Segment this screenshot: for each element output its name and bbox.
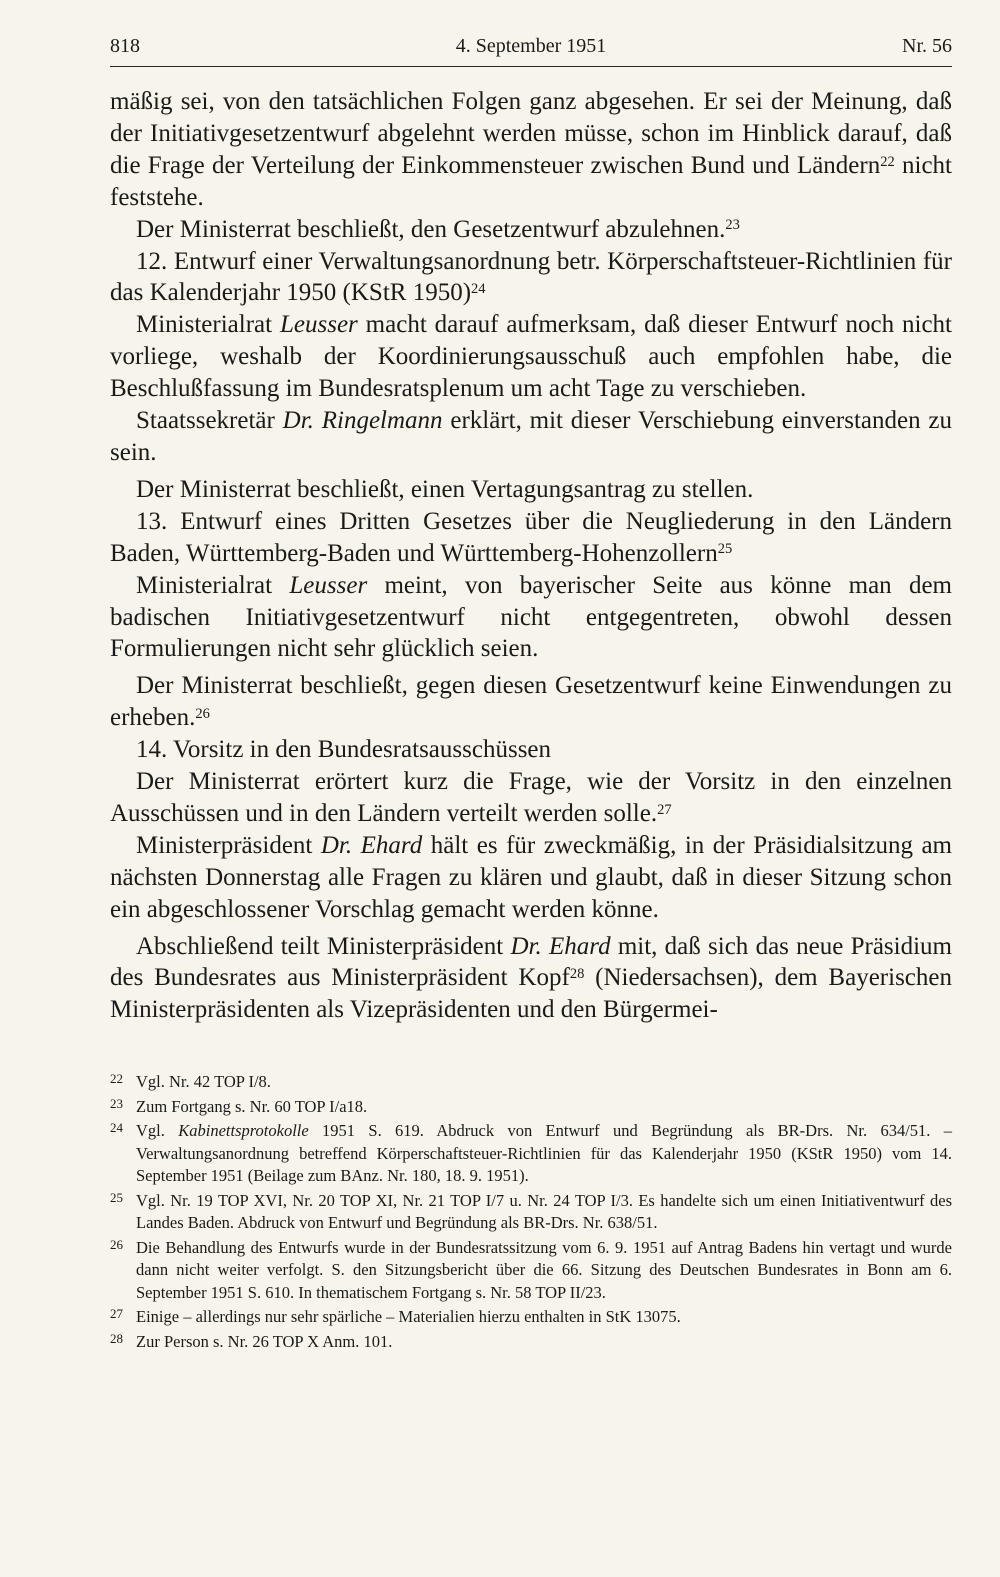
agenda-item-heading: 14. Vorsitz in den Bundesratsausschüssen [136,736,552,764]
footnote-ref: 25 [717,541,733,558]
footnote-number: 24 [110,1120,123,1135]
agenda-item-heading: 13. Entwurf eines Dritten Gesetzes über die Neugliederung in den Ländern Baden, Württemberg-Baden und Württemberg-Hohenzollern$^{25}$ [110,507,952,567]
footnote-ref: 22 [880,153,895,170]
footnote-number: 28 [110,1330,123,1346]
person-name: Dr. Ehard [320,831,423,859]
running-header [110,30,952,67]
person-name: Dr. Ehard [510,932,611,960]
footnote: 27 Einige – allerdings nur sehr spärliche – Materialien hierzu enthalten in StK 13075. [110,1306,681,1326]
paragraph: Ministerpräsident Dr. Ehard hält es für zweckmäßig, in der Präsidialsitzung am nächsten Donnerstag alle Fragen zu klären und glaubt, daß in dieser Sitzung schon ein abgeschlossener Vorschlag gemacht werden könne. [110,831,952,923]
footnote: 24 Vgl. Kabinettsprotokolle 1951 S. 619. Abdruck von Entwurf und Begründung als BR-Drs. Nr. 634/51. – Verwaltungsanordnung betreffend Körperschaftsteuer-Richtlinien für das Kalenderjahr 1950 (KStR 1950) vom 14. September 1951 (Beilage zum BAnz. Nr. 180, 18. 9. 1951). [110,1120,952,1185]
header-issue: Nr. 56 [902,35,952,57]
paragraph: Der Ministerrat beschließt, den Gesetzentwurf abzulehnen.$^{23}$ [136,215,740,243]
paragraph: Der Ministerrat erörtert kurz die Frage, wie der Vorsitz in den einzelnen Ausschüssen und in den Ländern verteilt werden solle.$^{27}$ [110,768,952,827]
footnote-ref: 27 [657,801,672,818]
footnote-number: 26 [110,1236,123,1252]
paragraph: Ministerialrat Leusser meint, von bayerischer Seite aus könne man dem badischen Initiativgesetzentwurf nicht entgegentreten, obwohl dessen Formulierungen nicht sehr glücklich seien. [110,571,953,663]
header-date: 4. September 1951 [455,35,607,57]
footnote: 22 Vgl. Nr. 42 TOP I/8. [110,1071,271,1091]
paragraph: Abschließend teilt Ministerpräsident Dr. Ehard mit, daß sich das neue Präsidium des Bundesrates aus Ministerpräsident Kopf$^{28}$ (Niedersachsen), dem Bayerischen Ministerpräsidenten als Vizepräsidenten und den Bürgermei- [110,932,952,1024]
footnote-number: 27 [110,1306,123,1321]
footnote-number: 25 [110,1189,123,1205]
agenda-item-heading: 12. Entwurf einer Verwaltungsanordnung betr. Körperschaftsteuer-Richtlinien für das Kalenderjahr 1950 (KStR 1950)$^{24}$ [110,247,952,307]
paragraph: mäßig sei, von den tatsächlichen Folgen ganz abgesehen. Er sei der Meinung, daß der Initiativgesetzentwurf abgelehnt werden müsse, schon im Hinblick darauf, daß die Frage der Verteilung der Einkommensteuer zwischen Bund und Ländern$^{22}$ nicht feststehe. [110,88,952,211]
person-name: Leusser [279,311,358,339]
footnote: 25 Vgl. Nr. 19 TOP XVI, Nr. 20 TOP XI, Nr. 21 TOP I/7 u. Nr. 24 TOP I/3. Es handelte sich um einen Initiativentwurf des Landes Baden. Abdruck von Entwurf und Begründung als BR-Drs. Nr. 638/51. [110,1189,952,1232]
footnote-number: 23 [110,1095,123,1111]
paragraph: Staatssekretär Dr. Ringelmann erklärt, mit dieser Verschiebung einverstanden zu sein. [110,407,952,466]
paragraph: Der Ministerrat beschließt, einen Vertagungsantrag zu stellen. [136,475,754,503]
person-name: Leusser [289,571,368,599]
paragraph: Der Ministerrat beschließt, gegen diesen Gesetzentwurf keine Einwendungen zu erheben.$^{26}$ [110,672,952,732]
footnote: 28 Zur Person s. Nr. 26 TOP X Anm. 101. [110,1330,393,1351]
footnote-ref: 24 [471,281,486,298]
footnote: 23 Zum Fortgang s. Nr. 60 TOP I/a18. [110,1095,368,1116]
main-text [110,86,952,1026]
footnote-ref: 23 [725,217,740,234]
page-number: 818 [110,35,140,57]
footnote-ref: 26 [195,705,210,722]
footnote-ref: 28 [569,966,585,983]
paragraph: Ministerialrat Leusser macht darauf aufmerksam, daß dieser Entwurf noch nicht vorliege, weshalb der Koordinierungsausschuß auch empfohlen habe, die Beschlußfassung im Bundesratsplenum um acht Tage zu verschieben. [110,311,953,403]
person-name: Dr. Ringelmann [282,407,443,435]
footnote-number: 22 [110,1071,123,1086]
footnote: 26 Die Behandlung des Entwurfs wurde in der Bundesratssitzung vom 6. 9. 1951 auf Antrag Badens hin vertagt und wurde dann nicht weiter verfolgt. S. den Sitzungsbericht über die 66. Sitzung des Deutschen Bundesrates in Bonn am 6. September 1951 S. 610. In thematischem Fortgang s. Nr. 58 TOP II/23. [110,1236,952,1302]
footnotes [110,1071,952,1355]
